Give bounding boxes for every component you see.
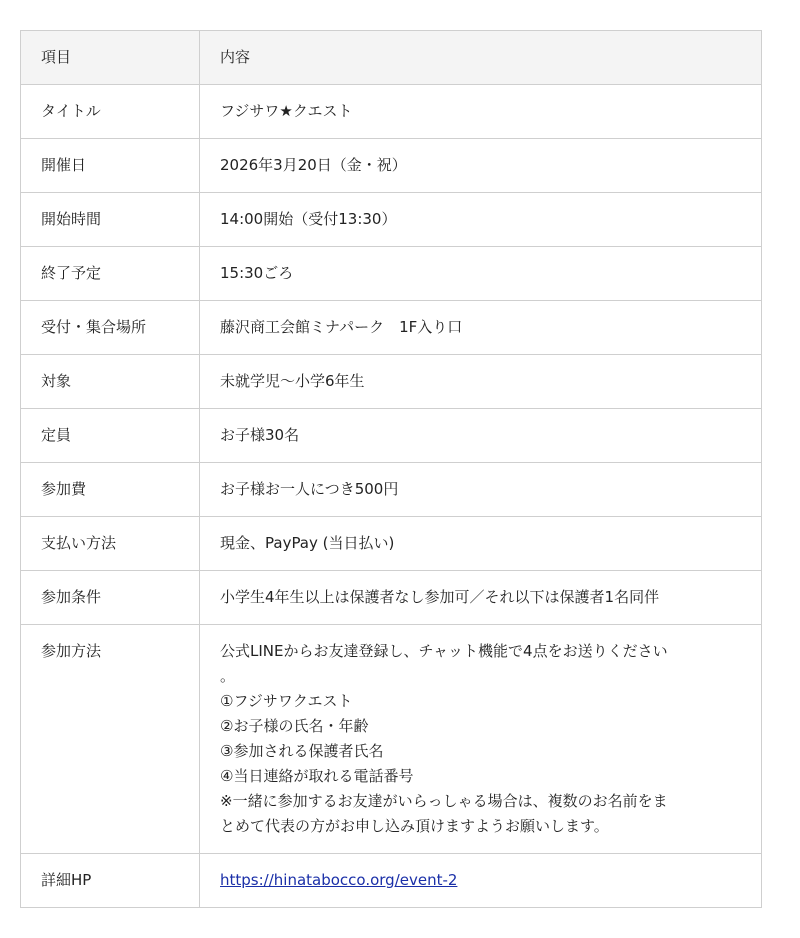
table-row-start-time <box>21 193 762 247</box>
table-row-conditions <box>21 571 762 625</box>
table-row-title <box>21 85 762 139</box>
table-row-fee <box>21 463 762 517</box>
row-key: 参加方法 <box>21 625 200 854</box>
method-line: とめて代表の方がお申し込み頂けますようお願いします。 <box>220 817 609 835</box>
row-value: 14:00開始（受付13:30） <box>200 193 762 247</box>
method-line: 公式LINEからお友達登録し、チャット機能で4点をお送りください <box>220 642 668 660</box>
table-header-row <box>21 31 762 85</box>
row-key: 支払い方法 <box>21 517 200 571</box>
row-value: 未就学児〜小学6年生 <box>200 355 762 409</box>
row-value: 現金、PayPay (当日払い) <box>200 517 762 571</box>
method-line: ※一緒に参加するお友達がいらっしゃる場合は、複数のお名前をま <box>220 792 668 810</box>
event-info <box>20 30 762 908</box>
table-row-end-time <box>21 247 762 301</box>
table-row-payment <box>21 517 762 571</box>
row-value: 15:30ごろ <box>200 247 762 301</box>
method-line: ④当日連絡が取れる電話番号 <box>220 767 414 785</box>
table-row-date <box>21 139 762 193</box>
row-key: 参加条件 <box>21 571 200 625</box>
table-row-target <box>21 355 762 409</box>
row-key: 定員 <box>21 409 200 463</box>
header-value-cell: 内容 <box>200 31 762 85</box>
event-info-table <box>20 30 762 908</box>
row-key: タイトル <box>21 85 200 139</box>
method-line: 。 <box>220 667 236 685</box>
row-key: 終了予定 <box>21 247 200 301</box>
table-row-detail-hp <box>21 854 762 908</box>
method-line: ③参加される保護者氏名 <box>220 742 384 760</box>
row-value: 藤沢商工会館ミナパーク 1F入り口 <box>200 301 762 355</box>
detail-hp-link[interactable]: https://hinatabocco.org/event-2 <box>220 871 458 889</box>
row-value: 2026年3月20日（金・祝） <box>200 139 762 193</box>
method-value <box>200 625 762 854</box>
row-value: お子様お一人につき500円 <box>200 463 762 517</box>
row-key: 開催日 <box>21 139 200 193</box>
method-line: ②お子様の氏名・年齢 <box>220 717 369 735</box>
row-value: お子様30名 <box>200 409 762 463</box>
row-key: 開始時間 <box>21 193 200 247</box>
row-value <box>200 854 762 908</box>
row-key: 詳細HP <box>21 854 200 908</box>
table-row-venue <box>21 301 762 355</box>
row-key: 参加費 <box>21 463 200 517</box>
row-value: 小学生4年生以上は保護者なし参加可／それ以下は保護者1名同伴 <box>200 571 762 625</box>
table-row-method <box>21 625 762 854</box>
row-key: 対象 <box>21 355 200 409</box>
row-key: 受付・集合場所 <box>21 301 200 355</box>
header-key-cell: 項目 <box>21 31 200 85</box>
method-line: ①フジサワクエスト <box>220 692 353 710</box>
row-value: フジサワ★クエスト <box>200 85 762 139</box>
table-row-capacity <box>21 409 762 463</box>
